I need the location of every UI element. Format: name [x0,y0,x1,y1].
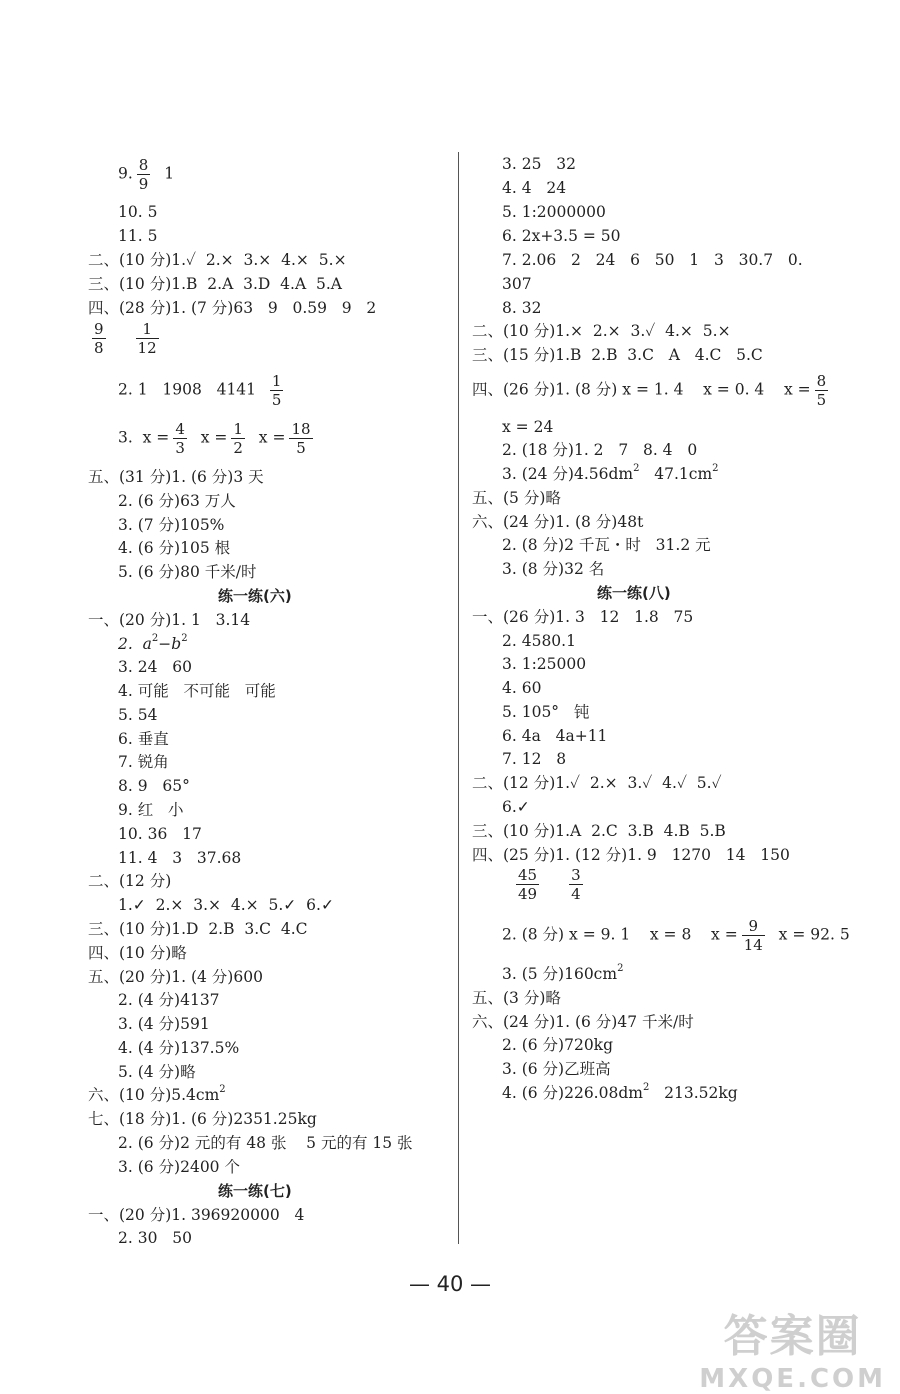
section-line: 五、(3 分)略 [472,989,561,1007]
section-line: 四、(26 分)1. (8 分) x = 1. 4 x = 0. 4 x = $\frac{8}{5}$ [472,372,827,409]
answer-line: 4. 60 [502,679,542,697]
section-line: 二、(10 分)1.✓ 2.× 3.× 4.× 5.× [88,251,347,269]
fraction: $\frac{8}{9}$ [138,156,149,193]
answer-line: 2. $a^2-b^2$ [118,633,188,653]
answer-line: 3. (8 分)32 名 [502,560,605,578]
fraction: $\frac{3}{4}$ [571,866,581,903]
answer-line: 2. (6 分)2 元的有 48 张 5 元的有 15 张 [118,1134,413,1152]
section-line: 六、(10 分)$5.4cm^2$ [88,1084,226,1104]
answer-line: 2. 30 50 [118,1229,192,1247]
answer-line: 5. (4 分)略 [118,1063,196,1081]
answer-line: x = 24 [502,418,554,436]
answer-line: 4. (6 分)105 根 [118,539,231,557]
section-title: 练一练(七) [218,1182,292,1200]
section-line: 六、(24 分)1. (6 分)47 千米/时 [472,1013,694,1031]
answer-line [88,320,163,357]
answer-line: 2. (6 分)720kg [502,1036,613,1054]
answer-line: 3. 1:25000 [502,655,587,673]
answer-line: 4. (6 分)$226.08dm^2$ 213.52kg [502,1082,738,1102]
section-line: 四、(25 分)1. (12 分)1. 9 1270 14 150 [472,846,790,864]
answer-line: 7. 12 8 [502,750,567,768]
answer-line: 6.✓ [502,798,530,816]
answer-line: 2. 4580.1 [502,632,576,650]
answer-line: 2. (8 分) x = 9. 1 x = 8 x = $\frac{9}{14}$ x = 92. 5 [502,917,850,954]
section-line: 二、(10 分)1.× 2.× 3.✓ 4.× 5.× [472,322,731,340]
section-line: 二、(12 分) [88,872,172,890]
answer-line: 5. (6 分)80 千米/时 [118,563,257,581]
answer-line: 2. (6 分)63 万人 [118,492,236,510]
column-divider [458,152,459,1244]
answer-line: 6. 垂直 [118,730,169,748]
fraction: $\frac{18}{5}$ [291,420,311,457]
section-line: 三、(10 分)1.B 2.A 3.D 4.A 5.A [88,275,343,293]
answer-line: 9. 红 小 [118,801,184,819]
section-line: 三、(10 分)1.D 2.B 3.C 4.C [88,920,308,938]
fraction: $\frac{9}{8}$ [94,320,104,357]
answer-line: 10. 36 17 [118,825,202,843]
answer-line: 3. (24 分)$4.56dm^2$ $47.1cm^2$ [502,463,719,483]
section-title: 练一练(六) [218,587,292,605]
answer-line [512,866,587,903]
answer-line: 307 [502,275,532,293]
answer-line: 11. 5 [118,227,158,245]
answer-line: 8. 32 [502,299,542,317]
fraction: $\frac{8}{5}$ [816,372,827,409]
answer-line: 3. 25 32 [502,155,576,173]
fraction: $\frac{45}{49}$ [518,866,538,903]
section-line: 一、(20 分)1. 396920000 4 [88,1206,305,1224]
section-line: 六、(24 分)1. (8 分)48t [472,513,644,531]
page-number: — 40 — [408,1272,492,1296]
section-title: 练一练(八) [597,584,671,602]
answer-line: 2. (18 分)1. 2 7 8. 4 0 [502,441,698,459]
answer-line: 11. 4 3 37.68 [118,849,242,867]
answer-line: 2. (8 分)2 千瓦・时 31.2 元 [502,536,711,554]
answer-line: 4. 4 24 [502,179,567,197]
answer-line: 2. 1 1908 4141 $\frac{1}{5}$ [118,372,282,409]
section-line: 一、(20 分)1. 1 3.14 [88,611,251,629]
answer-line: 3. 24 60 [118,658,192,676]
answer-line: 2. (4 分)4137 [118,991,220,1009]
watermark-logo [699,1300,886,1394]
section-line: 三、(10 分)1.A 2.C 3.B 4.B 5.B [472,822,726,840]
answer-line: 7. 2.06 2 24 6 50 1 3 30.7 0. [502,251,803,269]
answer-line: 6. 4a 4a+11 [502,727,608,745]
section-line: 三、(15 分)1.B 2.B 3.C A 4.C 5.C [472,346,763,364]
section-line: 五、(5 分)略 [472,489,561,507]
fraction: $\frac{9}{14}$ [743,917,763,954]
section-line: 五、(20 分)1. (4 分)600 [88,968,263,986]
answer-line: 8. 9 65° [118,777,190,795]
answer-line: 7. 锐角 [118,753,169,771]
section-line: 二、(12 分)1.✓ 2.× 3.✓ 4.✓ 5.✓ [472,774,722,792]
answer-line: 3. (4 分)591 [118,1015,210,1033]
answer-line: 9. $\frac{8}{9}$ 1 [118,156,175,193]
watermark-site: MXQE.COM [699,1364,886,1394]
fraction: $\frac{1}{12}$ [137,320,157,357]
answer-line: 6. 2x+3.5 = 50 [502,227,621,245]
answer-line: 4. 可能 不可能 可能 [118,682,276,700]
fraction: $\frac{1}{5}$ [271,372,282,409]
answer-line: 5. 105° 钝 [502,703,590,721]
fraction: $\frac{4}{3}$ [175,420,185,457]
answer-line: 1.✓ 2.× 3.× 4.× 5.✓ 6.✓ [118,896,334,914]
fraction: $\frac{1}{2}$ [233,420,243,457]
section-line: 四、(28 分)1. (7 分)63 9 0.59 9 2 [88,299,377,317]
answer-line: 10. 5 [118,203,158,221]
section-line: 一、(26 分)1. 3 12 1.8 75 [472,608,694,626]
section-line: 七、(18 分)1. (6 分)2351.25kg [88,1110,317,1128]
section-line: 五、(31 分)1. (6 分)3 天 [88,468,264,486]
answer-line: 5. 54 [118,706,158,724]
answer-line: 5. 1:2000000 [502,203,606,221]
section-line: 四、(10 分)略 [88,944,187,962]
watermark-title: 答案圈 [723,1311,862,1362]
answer-line: 4. (4 分)137.5% [118,1039,240,1057]
answer-line: 3. (6 分)乙班高 [502,1060,611,1078]
answer-line: 3. (5 分)$160cm^2$ [502,963,624,983]
answer-line: 3. (7 分)105% [118,516,225,534]
answer-line: 3. x = $\frac{4}{3}$ x = $\frac{1}{2}$ x = $\frac{18}{5}$ [118,420,311,457]
answer-line: 3. (6 分)2400 个 [118,1158,240,1176]
